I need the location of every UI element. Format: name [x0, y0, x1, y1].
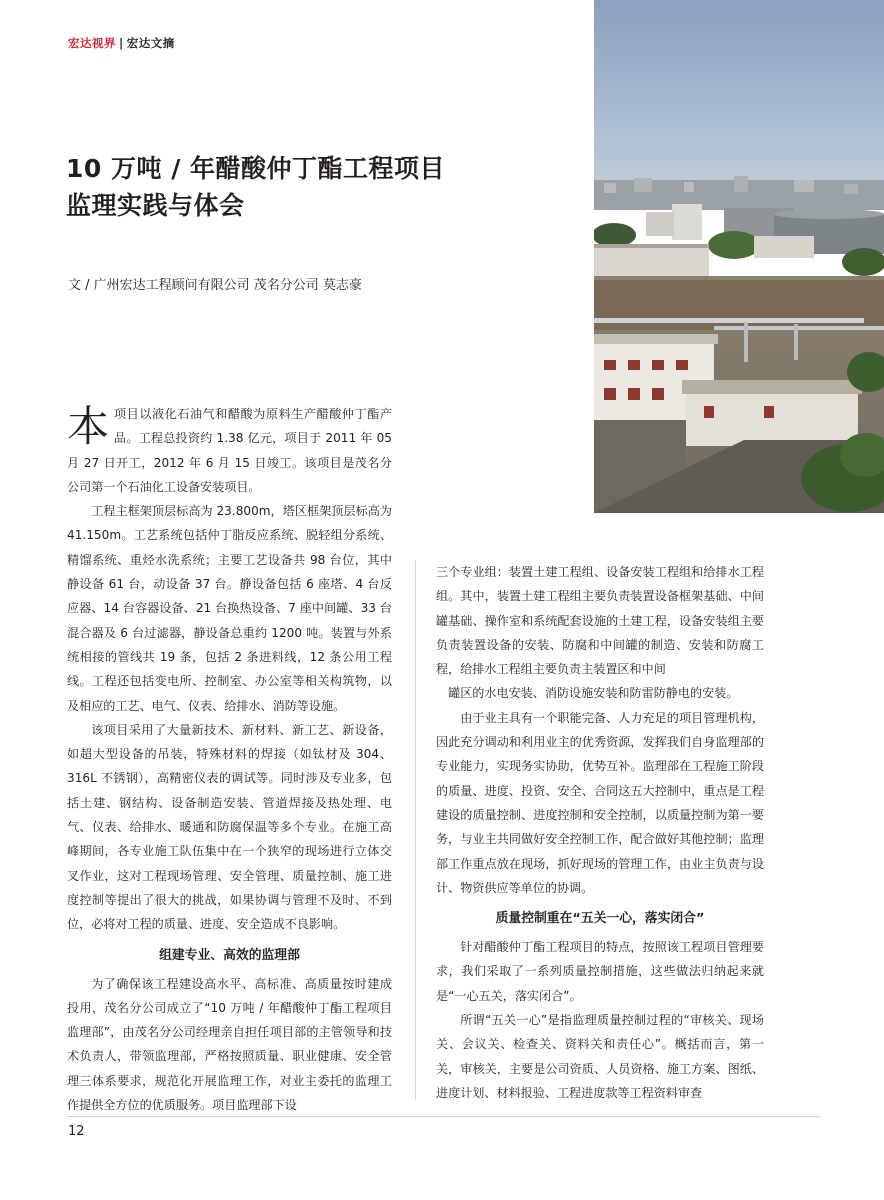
- footer-rule: [67, 1116, 820, 1117]
- section-tag: [68, 35, 175, 51]
- title-line-1: 10 万吨 / 年醋酸仲丁酯工程项目: [66, 154, 446, 183]
- section-heading: 质量控制重在“五关一心，落实闭合”: [495, 911, 705, 927]
- page-number: 12: [68, 1124, 85, 1139]
- paragraph: 由于业主具有一个职能完备、人力充足的项目管理机构，因此充分调动和利用业主的优秀资源，发挥我们自身监理部的专业能力，实现务实协助，优势互补。监理部在工程施工阶段的质量、进度、投资、安全、合同这五大控制中，重点是工程建设的质量控制、进度控制和安全控制，以质量控制为第一要务，与业主共同做好安全控制工作，配合做好其他控制；监理部工作重点放在现场，抓好现场的管理工作，由业主负责与设计、物资供应等单位的协调。: [436, 710, 764, 895]
- article-title: [66, 150, 536, 224]
- section-primary: 宏达视界: [68, 36, 116, 50]
- paragraph: 所谓“五关一心”是指监理质量控制过程的“审核关、现场关、会议关、检查关、资料关和责任心”。概括而言，第一关，审核关，主要是公司资质、人员资格、施工方案、图纸、进度计划、材料报验、工程进度款等工程资料审查: [436, 1013, 764, 1100]
- title-line-2: 监理实践与体会: [66, 191, 245, 220]
- section-heading: 组建专业、高效的监理部: [159, 947, 300, 963]
- paragraph: 三个专业组：装置土建工程组、设备安装工程组和给排水工程组。其中，装置土建工程组主要负责装置设备框架基础、中间罐基础、操作室和系统配套设施的土建工程，设备安装组主要负责装置设备的安装、防腐和中间罐的制造、安装和防腐工程，给排水工程组主要负责主装置区和中间: [436, 565, 764, 677]
- section-separator: |: [119, 36, 124, 50]
- paragraph: 工程主框架顶层标高为 23.800m，塔区框架顶层标高为 41.150m。工艺系统包括仲丁脂反应系统、脱轻组分系统、精馏系统、重烃水洗系统；主要工艺设备共 98 台位，其中静设备 61 台，动设备 37 台。静设备包括 6 座塔、4 台反应器、14 台容器设备、21 台换热设备、7 座中间罐、33 台混合器及 6 台过滤器，静设备总重约 1200 吨。装置与外系统相接的管线共 19 条，包括 2 条进料线，12 条公用工程线。工程还包括变电所、控制室、办公室等相关构筑物，以及相应的工艺、电气、仪表、给排水、消防等设施。: [67, 504, 392, 713]
- intro-paragraph: [67, 402, 392, 499]
- intro-text: 项目以液化石油气和醋酸为原料生产醋酸仲丁酯产品。工程总投资约 1.38 亿元，项目于 2011 年 05 月 27 日开工，2012 年 6 月 15 日竣工。该项目是茂名分公司第一个石油化工设备安装项目。: [67, 407, 392, 494]
- right-column: [436, 560, 764, 1105]
- industrial-site-photo: [594, 0, 884, 513]
- column-divider: [415, 560, 416, 1100]
- paragraph: 为了确保该工程建设高水平、高标准、高质量按时建成投用，茂名分公司成立了“10 万吨 / 年醋酸仲丁酯工程项目监理部”，由茂名分公司经理亲自担任项目部的主管领导和技术负责人，带领监理部，严格按照质量、职业健康、安全管理三体系要求，规范化开展监理工作，对业主委托的监理工作提供全方位的优质服务。项目监理部下设: [67, 976, 392, 1113]
- paragraph: 针对醋酸仲丁酯工程项目的特点，按照该工程项目管理要求，我们采取了一系列质量控制措施，这些做法归纳起来就是“一心五关，落实闭合”。: [436, 940, 764, 1003]
- section-secondary: 宏达文摘: [126, 36, 175, 50]
- author-byline: 文 / 广州宏达工程顾问有限公司 茂名分公司 莫志豪: [68, 278, 362, 293]
- dropcap: 本: [67, 402, 110, 451]
- paragraph: 罐区的水电安装、消防设施安装和防雷防静电的安装。: [448, 686, 739, 701]
- left-column: [67, 402, 392, 1117]
- paragraph: 该项目采用了大量新技术、新材料、新工艺、新设备，如超大型设备的吊装，特殊材料的焊接（如钛材及 304、316L 不锈钢），高精密仪表的调试等。同时涉及专业多，包括土建、钢结构、设备制造安装、管道焊接及热处理、电气、仪表、给排水、暖通和防腐保温等多个专业。在施工高峰期间，各专业施工队伍集中在一个狭窄的现场进行立体交叉作业，这对工程现场管理、安全管理、质量控制、施工进度控制等提出了很大的挑战，如果协调与管理不及时、不到位，必将对工程的质量、进度、安全造成不良影响。: [67, 722, 392, 932]
